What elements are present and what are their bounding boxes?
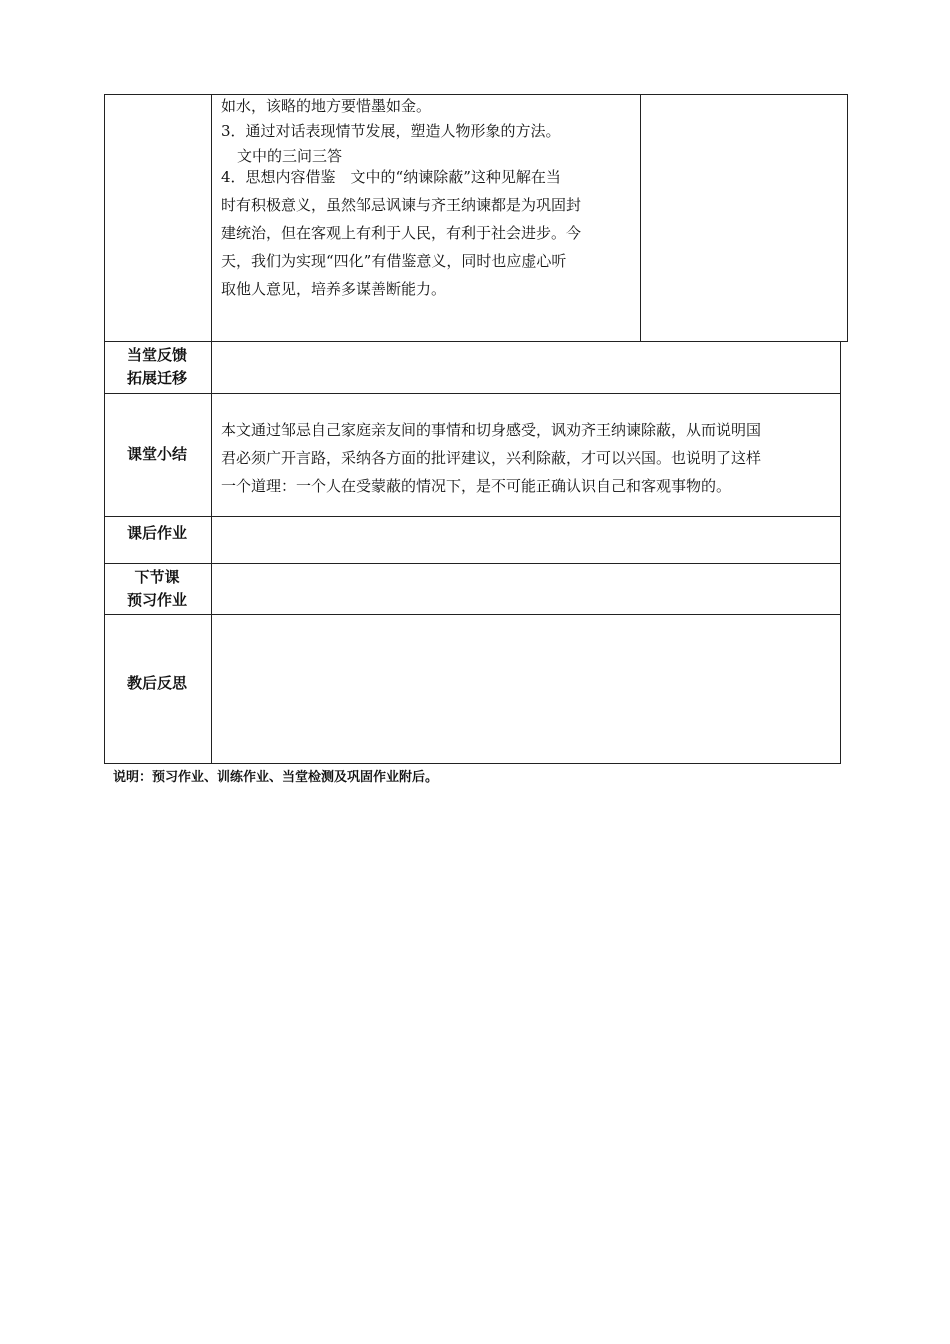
summary-content <box>221 416 836 500</box>
homework-content-cell[interactable] <box>212 517 840 563</box>
row-divider-2 <box>104 393 841 394</box>
reflection-label: 教后反思 <box>126 674 187 692</box>
summary-line: 一个道理：一个人在受蒙蔽的情况下，是不可能正确认识自己和客观事物的。 <box>221 477 732 495</box>
preview-content-cell[interactable] <box>212 564 840 614</box>
table-bottom-border <box>104 763 841 764</box>
footer-note: 说明：预习作业、训练作业、当堂检测及巩固作业附后。 <box>113 770 439 785</box>
table-left-border <box>104 94 105 763</box>
item4-line: 时有积极意义，虽然邹忌讽谏与齐王纳谏都是为巩固封 <box>221 196 582 214</box>
content-line-2: 3．通过对话表现情节发展，塑造人物形象的方法。 <box>221 122 561 140</box>
feedback-content-cell[interactable] <box>212 342 840 393</box>
lower-right-border <box>840 341 841 763</box>
summary-line: 本文通过邹忌自己家庭亲友间的事情和切身感受，讽劝齐王纳谏除蔽，从而说明国 <box>221 421 762 439</box>
feedback-label: 当堂反馈 拓展迁移 <box>126 346 187 387</box>
item4-line: 取他人意见，培养多谋善断能力。 <box>221 280 447 298</box>
content-item-4 <box>221 163 636 303</box>
upper-middle-divider <box>640 94 641 341</box>
item4-line: 建统治，但在客观上有利于人民，有利于社会进步。今 <box>221 224 582 242</box>
item4-line: 天，我们为实现“四化”有借鉴意义，同时也应虚心听 <box>221 252 567 270</box>
homework-label: 课后作业 <box>126 524 187 542</box>
item4-line: 4．思想内容借鉴 文中的“纳谏除蔽”这种见解在当 <box>221 168 561 186</box>
upper-right-border <box>847 94 848 341</box>
content-line-3: 文中的三问三答 <box>237 147 343 165</box>
summary-line: 君必须广开言路，采纳各方面的批评建议，兴利除蔽，才可以兴国。也说明了这样 <box>221 449 762 467</box>
preview-label: 下节课 预习作业 <box>126 568 187 609</box>
table-top-border <box>104 94 848 95</box>
reflection-content-cell[interactable] <box>212 615 840 763</box>
summary-label: 课堂小结 <box>126 445 187 463</box>
content-line-1: 如水，该略的地方要惜墨如金。 <box>221 97 432 115</box>
